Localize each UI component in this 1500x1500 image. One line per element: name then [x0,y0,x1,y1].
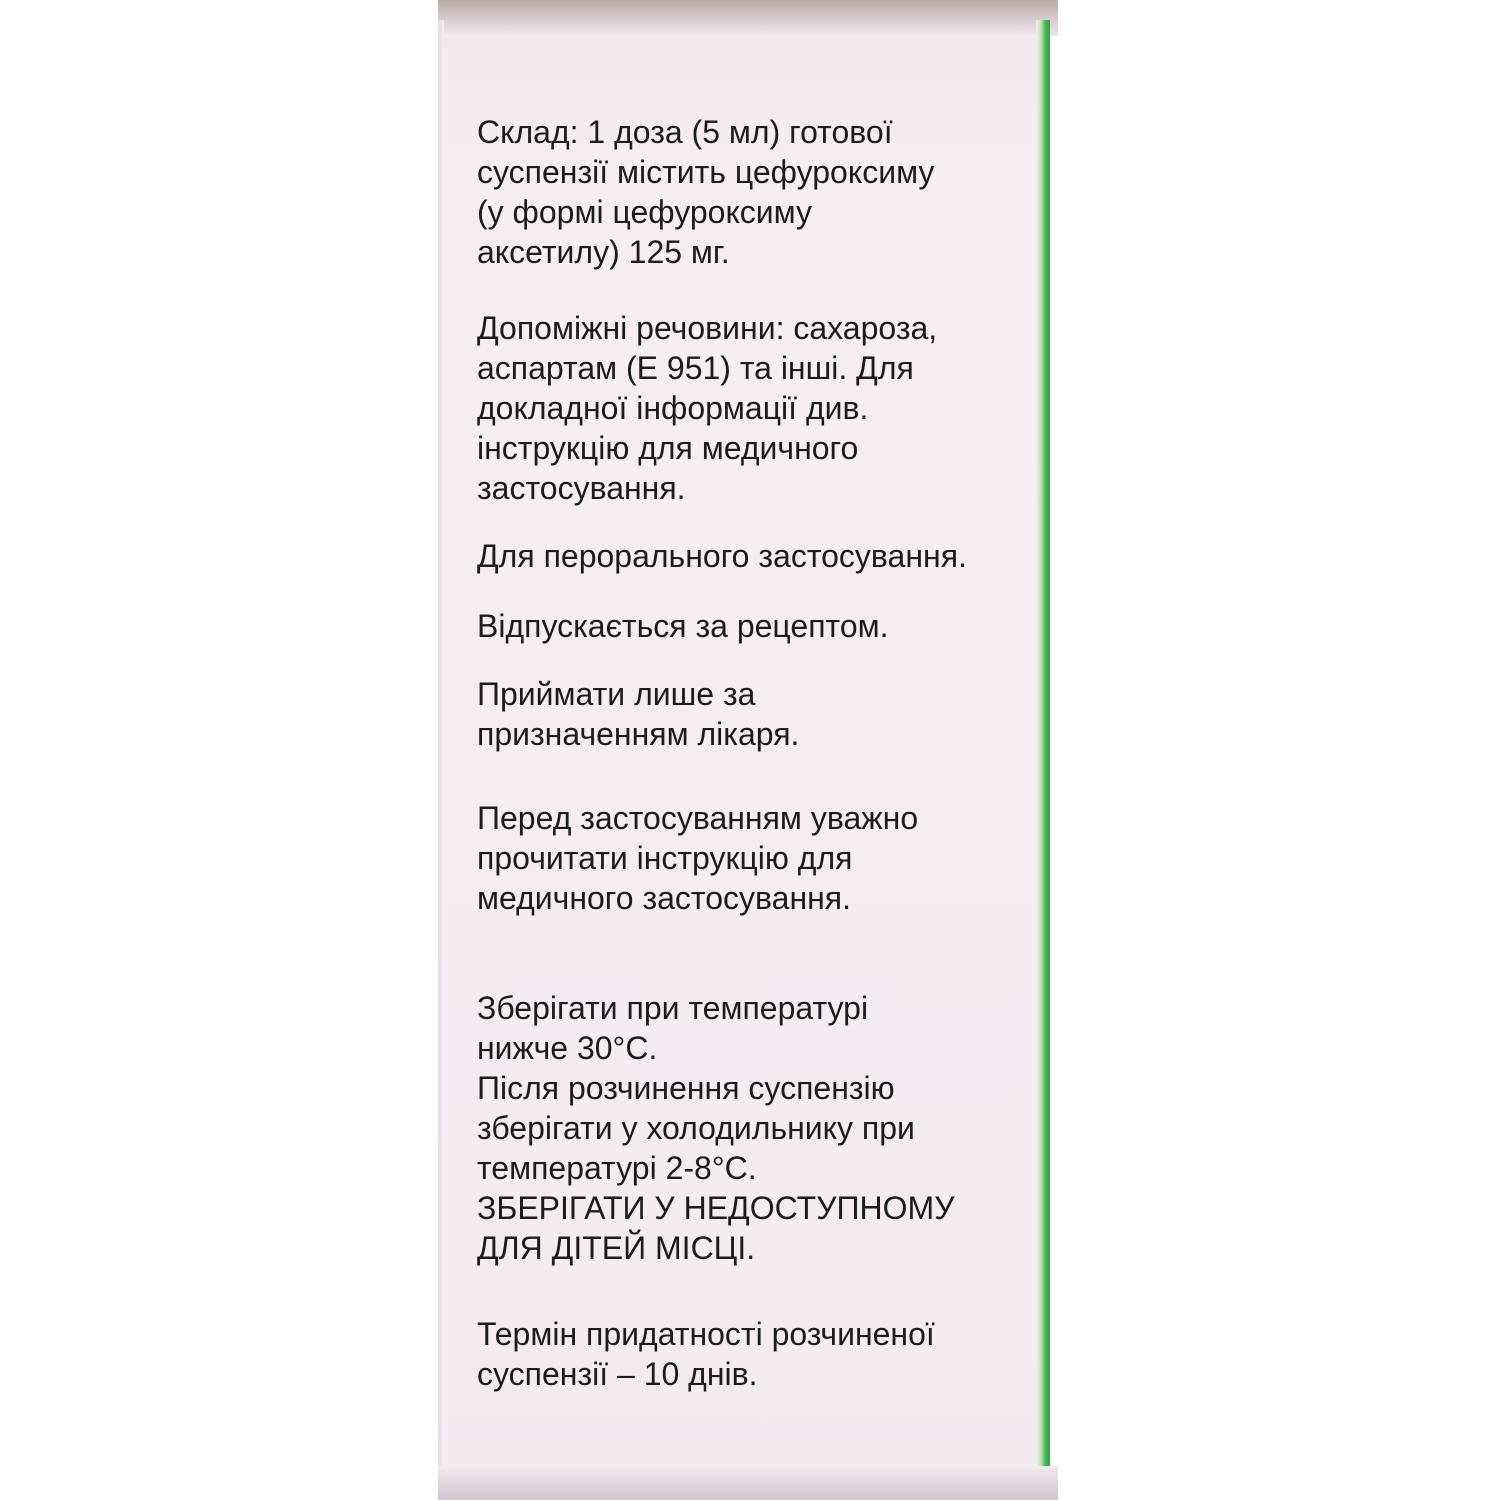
composition-text: Склад: 1 доза (5 мл) готової суспензії містить цефуроксиму (у формі цефуроксиму аксетилу) 125 мг. [477,114,935,270]
box-bottom-flap [438,1466,1058,1500]
excipients-text: Допоміжні речовини: сахароза, аспартам (Е 951) та інші. Для докладної інформації див. інструкцію для медичного застосування. [477,310,938,506]
shelf-life-text: Термін придатності розчиненої суспензії – 10 днів. [477,1316,935,1392]
route-text: Для перорального застосування. [477,538,967,574]
prescription-note-text: Приймати лише за призначенням лікаря. [477,676,800,752]
box-top-flap [438,0,1058,36]
storage-text: Зберігати при температурі нижче 30°С. Після розчинення суспензію зберігати у холодильнику при температурі 2-8°С. ЗБЕРІГАТИ У НЕДОСТУПНОМУ ДЛЯ ДІТЕЙ МІСЦІ. [477,990,955,1266]
box-green-edge [1036,20,1050,1490]
read-instructions-text: Перед застосуванням уважно прочитати інструкцію для медичного застосування. [477,800,919,916]
dispensing-text: Відпускається за рецептом. [477,608,889,644]
